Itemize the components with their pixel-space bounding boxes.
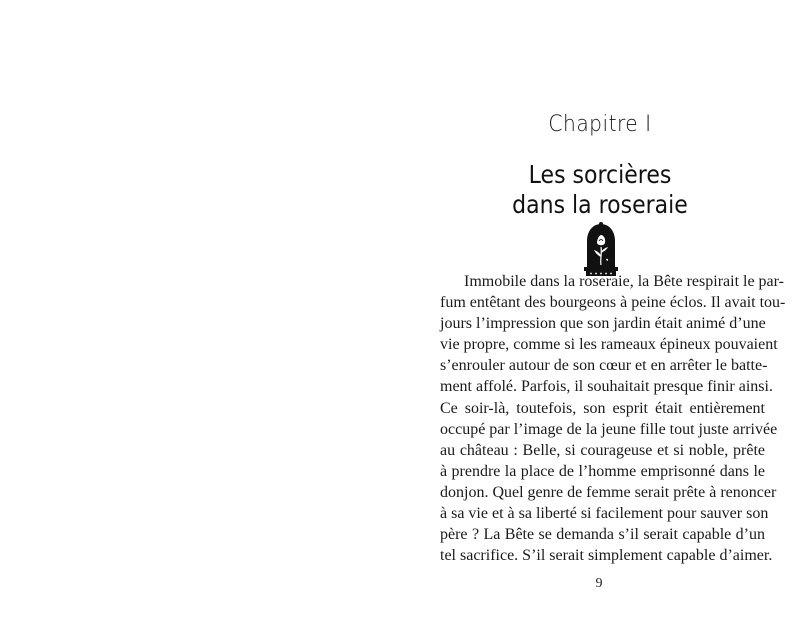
text-line: père ? La Bête se demanda s’il serait capable d’un [440, 526, 765, 544]
text-line: tel sacrifice. S’il serait simplement capable d’aimer. [440, 547, 773, 565]
chapter-label: Chapitre I [548, 112, 652, 137]
enchanted-rose-bell-jar-icon [583, 221, 619, 277]
text-line: Ce soir-là, toutefois, son esprit était entièrement [440, 399, 765, 417]
text-line: Immobile dans la roseraie, la Bête respirait le par- [464, 273, 784, 290]
text-line: fum entêtant des bourgeons à peine éclos. Il avait tou- [440, 294, 786, 312]
page-number: 9 [595, 576, 603, 591]
chapter-title-line-2: dans la roseraie [512, 190, 688, 219]
text-line: donjon. Quel genre de femme serait prête à renoncer [440, 483, 777, 501]
text-line: à prendre la place de l’homme emprisonné dans le [440, 462, 765, 480]
text-line: au château : Belle, si courageuse et si noble, prête [440, 441, 765, 459]
text-line: occupé par l’image de la jeune fille tout juste arrivée [440, 420, 778, 438]
text-line: vie propre, comme si les rameaux épineux pouvaient [440, 336, 778, 354]
text-line: à sa vie et à sa liberté si facilement pour sauver son [440, 505, 769, 523]
text-line: s’enrouler autour de son cœur et en arrêter le batte- [440, 357, 768, 375]
chapter-title [424, 160, 776, 220]
text-line: jours l’impression que son jardin était animé d’une [440, 315, 766, 333]
text-line: ment affolé. Parfois, il souhaitait presque finir ainsi. [440, 378, 773, 396]
right-page [400, 0, 800, 637]
chapter-title-line-1: Les sorcières [528, 160, 672, 189]
body-paragraph [440, 271, 786, 566]
